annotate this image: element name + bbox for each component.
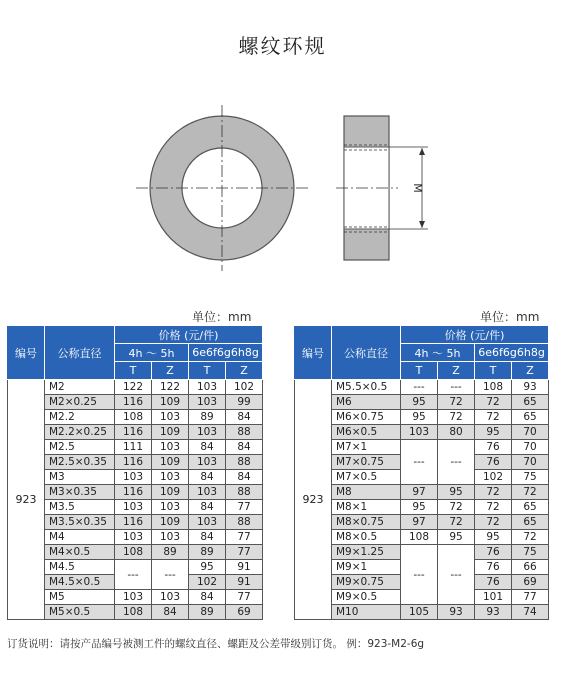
header-t: T bbox=[401, 362, 438, 380]
price-cell: 77 bbox=[512, 590, 549, 605]
price-cell: 108 bbox=[475, 380, 512, 395]
table-row bbox=[8, 515, 263, 530]
header-price: 价格 (元/件) bbox=[401, 326, 549, 344]
price-cell: 116 bbox=[115, 515, 152, 530]
nominal-size-cell: M6×0.75 bbox=[332, 410, 401, 425]
table-row bbox=[295, 380, 549, 395]
header-z: Z bbox=[226, 362, 263, 380]
price-cell: 69 bbox=[512, 575, 549, 590]
price-cell: 75 bbox=[512, 545, 549, 560]
header-tolerance-6e6f6g6h8g: 6e6f6g6h8g bbox=[189, 344, 263, 362]
nominal-size-cell: M7×1 bbox=[332, 440, 401, 455]
nominal-size-cell: M5.5×0.5 bbox=[332, 380, 401, 395]
order-note: 订货说明：请按产品编号被测工件的螺纹直径、螺距及公差带级别订货。 例：923-M2-6g bbox=[7, 638, 425, 650]
header-z: Z bbox=[152, 362, 189, 380]
price-cell: 122 bbox=[115, 380, 152, 395]
price-cell: 103 bbox=[115, 500, 152, 515]
price-cell: 108 bbox=[115, 410, 152, 425]
header-nominal-diameter: 公称直径 bbox=[332, 326, 401, 380]
nominal-size-cell: M10 bbox=[332, 605, 401, 620]
price-cell: 72 bbox=[512, 485, 549, 500]
table-row bbox=[295, 395, 549, 410]
price-cell: 69 bbox=[226, 605, 263, 620]
price-cell: 101 bbox=[475, 590, 512, 605]
table-row bbox=[8, 545, 263, 560]
price-cell: --- bbox=[401, 545, 438, 605]
price-cell: 84 bbox=[152, 605, 189, 620]
price-cell: 74 bbox=[512, 605, 549, 620]
price-cell: 72 bbox=[475, 410, 512, 425]
unit-label-right: 单位：mm bbox=[480, 310, 540, 324]
table-row bbox=[295, 500, 549, 515]
nominal-size-cell: M2 bbox=[45, 380, 115, 395]
price-cell: 103 bbox=[189, 455, 226, 470]
price-cell: 84 bbox=[189, 590, 226, 605]
table-row bbox=[8, 500, 263, 515]
table-row bbox=[295, 425, 549, 440]
price-cell: 95 bbox=[438, 530, 475, 545]
table-row bbox=[8, 470, 263, 485]
nominal-size-cell: M3.5×0.35 bbox=[45, 515, 115, 530]
nominal-size-cell: M2.2 bbox=[45, 410, 115, 425]
nominal-size-cell: M4.5 bbox=[45, 560, 115, 575]
price-cell: 103 bbox=[152, 470, 189, 485]
header-nominal-diameter: 公称直径 bbox=[45, 326, 115, 380]
nominal-size-cell: M8 bbox=[332, 485, 401, 500]
price-cell: 102 bbox=[475, 470, 512, 485]
price-cell: 70 bbox=[512, 425, 549, 440]
nominal-size-cell: M5×0.5 bbox=[45, 605, 115, 620]
header-code: 编号 bbox=[295, 326, 332, 380]
product-code-cell: 923 bbox=[295, 380, 332, 620]
table-row bbox=[8, 440, 263, 455]
price-cell: 99 bbox=[226, 395, 263, 410]
price-cell: --- bbox=[115, 560, 152, 590]
price-cell: 80 bbox=[438, 425, 475, 440]
price-cell: --- bbox=[401, 380, 438, 395]
price-cell: 84 bbox=[226, 470, 263, 485]
header-tolerance-6e6f6g6h8g: 6e6f6g6h8g bbox=[475, 344, 549, 362]
table-row bbox=[8, 560, 263, 575]
price-cell: 95 bbox=[189, 560, 226, 575]
table-row bbox=[8, 380, 263, 395]
price-cell: 116 bbox=[115, 455, 152, 470]
table-row bbox=[295, 515, 549, 530]
price-cell: 77 bbox=[226, 545, 263, 560]
price-cell: 75 bbox=[512, 470, 549, 485]
header-price: 价格 (元/件) bbox=[115, 326, 263, 344]
price-cell: 72 bbox=[475, 395, 512, 410]
price-cell: 65 bbox=[512, 515, 549, 530]
price-cell: --- bbox=[401, 440, 438, 485]
price-cell: 103 bbox=[115, 470, 152, 485]
nominal-size-cell: M4×0.5 bbox=[45, 545, 115, 560]
price-cell: 95 bbox=[475, 425, 512, 440]
price-cell: 95 bbox=[401, 395, 438, 410]
price-cell: --- bbox=[438, 440, 475, 485]
price-cell: 103 bbox=[189, 425, 226, 440]
header-tolerance-4h-5h: 4h ～ 5h bbox=[401, 344, 475, 362]
price-cell: 109 bbox=[152, 485, 189, 500]
price-cell: 111 bbox=[115, 440, 152, 455]
header-t: T bbox=[115, 362, 152, 380]
header-t: T bbox=[189, 362, 226, 380]
nominal-size-cell: M5 bbox=[45, 590, 115, 605]
nominal-size-cell: M7×0.5 bbox=[332, 470, 401, 485]
thread-ring-gauge-drawing bbox=[120, 95, 450, 275]
product-code-cell: 923 bbox=[8, 380, 45, 620]
price-cell: 103 bbox=[115, 530, 152, 545]
price-cell: 93 bbox=[512, 380, 549, 395]
price-cell: 88 bbox=[226, 425, 263, 440]
page-title: 螺纹环规 bbox=[238, 34, 327, 58]
price-cell: --- bbox=[438, 545, 475, 605]
price-cell: 97 bbox=[401, 485, 438, 500]
price-cell: 76 bbox=[475, 560, 512, 575]
price-cell: 91 bbox=[226, 560, 263, 575]
price-cell: 102 bbox=[226, 380, 263, 395]
price-cell: 122 bbox=[152, 380, 189, 395]
diameter-dimension-label: M bbox=[411, 183, 424, 193]
price-cell: 84 bbox=[189, 470, 226, 485]
table-row bbox=[295, 605, 549, 620]
price-cell: 76 bbox=[475, 455, 512, 470]
price-cell: 103 bbox=[401, 425, 438, 440]
front-view bbox=[136, 105, 308, 271]
price-cell: 109 bbox=[152, 515, 189, 530]
nominal-size-cell: M2.2×0.25 bbox=[45, 425, 115, 440]
price-cell: 65 bbox=[512, 500, 549, 515]
nominal-size-cell: M8×0.5 bbox=[332, 530, 401, 545]
price-cell: 66 bbox=[512, 560, 549, 575]
price-cell: 77 bbox=[226, 530, 263, 545]
nominal-size-cell: M9×1 bbox=[332, 560, 401, 575]
nominal-size-cell: M4 bbox=[45, 530, 115, 545]
table-row bbox=[8, 410, 263, 425]
nominal-size-cell: M6×0.5 bbox=[332, 425, 401, 440]
price-cell: 65 bbox=[512, 410, 549, 425]
nominal-size-cell: M3 bbox=[45, 470, 115, 485]
price-cell: 103 bbox=[152, 530, 189, 545]
nominal-size-cell: M8×0.75 bbox=[332, 515, 401, 530]
price-cell: 84 bbox=[189, 440, 226, 455]
nominal-size-cell: M2×0.25 bbox=[45, 395, 115, 410]
price-cell: 72 bbox=[438, 395, 475, 410]
header-tolerance-4h-5h: 4h ～ 5h bbox=[115, 344, 189, 362]
price-cell: 72 bbox=[512, 530, 549, 545]
table-row bbox=[8, 530, 263, 545]
nominal-size-cell: M9×1.25 bbox=[332, 545, 401, 560]
price-cell: 109 bbox=[152, 425, 189, 440]
price-cell: 76 bbox=[475, 440, 512, 455]
price-cell: 103 bbox=[152, 500, 189, 515]
table-row bbox=[295, 530, 549, 545]
price-cell: 72 bbox=[475, 500, 512, 515]
price-cell: 103 bbox=[189, 380, 226, 395]
price-cell: 72 bbox=[475, 485, 512, 500]
price-cell: 88 bbox=[226, 485, 263, 500]
price-cell: 103 bbox=[152, 410, 189, 425]
price-cell: 88 bbox=[226, 515, 263, 530]
price-cell: 65 bbox=[512, 395, 549, 410]
price-cell: 97 bbox=[401, 515, 438, 530]
table-row bbox=[295, 440, 549, 455]
price-cell: 103 bbox=[189, 515, 226, 530]
price-cell: --- bbox=[152, 560, 189, 590]
price-cell: 84 bbox=[189, 500, 226, 515]
nominal-size-cell: M9×0.5 bbox=[332, 590, 401, 605]
table-row bbox=[8, 395, 263, 410]
price-cell: 88 bbox=[226, 455, 263, 470]
nominal-size-cell: M6 bbox=[332, 395, 401, 410]
price-cell: 72 bbox=[438, 500, 475, 515]
nominal-size-cell: M7×0.75 bbox=[332, 455, 401, 470]
price-cell: 103 bbox=[152, 590, 189, 605]
price-cell: 84 bbox=[189, 530, 226, 545]
header-z: Z bbox=[438, 362, 475, 380]
price-cell: 89 bbox=[152, 545, 189, 560]
nominal-size-cell: M4.5×0.5 bbox=[45, 575, 115, 590]
price-cell: 77 bbox=[226, 500, 263, 515]
price-cell: 105 bbox=[401, 605, 438, 620]
price-cell: 95 bbox=[401, 410, 438, 425]
header-code: 编号 bbox=[8, 326, 45, 380]
price-cell: 84 bbox=[226, 440, 263, 455]
price-cell: 70 bbox=[512, 455, 549, 470]
unit-label-left: 单位：mm bbox=[192, 310, 252, 324]
price-table-right bbox=[294, 325, 549, 620]
price-cell: 72 bbox=[438, 410, 475, 425]
nominal-size-cell: M3.5 bbox=[45, 500, 115, 515]
price-cell: 116 bbox=[115, 395, 152, 410]
table-row bbox=[295, 485, 549, 500]
table-row bbox=[8, 485, 263, 500]
price-cell: 77 bbox=[226, 590, 263, 605]
price-cell: 116 bbox=[115, 425, 152, 440]
nominal-size-cell: M8×1 bbox=[332, 500, 401, 515]
header-t: T bbox=[475, 362, 512, 380]
price-cell: 95 bbox=[401, 500, 438, 515]
price-cell: 102 bbox=[189, 575, 226, 590]
nominal-size-cell: M3×0.35 bbox=[45, 485, 115, 500]
price-cell: 89 bbox=[189, 410, 226, 425]
price-cell: 109 bbox=[152, 455, 189, 470]
price-cell: 95 bbox=[475, 530, 512, 545]
nominal-size-cell: M2.5×0.35 bbox=[45, 455, 115, 470]
price-cell: 84 bbox=[226, 410, 263, 425]
table-row bbox=[295, 410, 549, 425]
table-row bbox=[8, 425, 263, 440]
nominal-size-cell: M2.5 bbox=[45, 440, 115, 455]
price-cell: 108 bbox=[115, 605, 152, 620]
price-cell: 70 bbox=[512, 440, 549, 455]
price-cell: 72 bbox=[438, 515, 475, 530]
price-cell: 76 bbox=[475, 575, 512, 590]
price-cell: 109 bbox=[152, 395, 189, 410]
price-cell: 89 bbox=[189, 545, 226, 560]
price-cell: 103 bbox=[189, 395, 226, 410]
table-row bbox=[8, 605, 263, 620]
price-cell: 91 bbox=[226, 575, 263, 590]
price-cell: 76 bbox=[475, 545, 512, 560]
table-row bbox=[295, 545, 549, 560]
price-cell: 93 bbox=[475, 605, 512, 620]
price-cell: --- bbox=[438, 380, 475, 395]
price-cell: 116 bbox=[115, 485, 152, 500]
price-cell: 72 bbox=[475, 515, 512, 530]
table-row bbox=[8, 455, 263, 470]
price-table-left bbox=[7, 325, 263, 620]
side-view bbox=[336, 116, 428, 260]
price-cell: 108 bbox=[401, 530, 438, 545]
table-row bbox=[8, 590, 263, 605]
nominal-size-cell: M9×0.75 bbox=[332, 575, 401, 590]
price-cell: 89 bbox=[189, 605, 226, 620]
price-cell: 103 bbox=[189, 485, 226, 500]
price-cell: 108 bbox=[115, 545, 152, 560]
price-cell: 95 bbox=[438, 485, 475, 500]
price-cell: 103 bbox=[115, 590, 152, 605]
header-z: Z bbox=[512, 362, 549, 380]
price-cell: 103 bbox=[152, 440, 189, 455]
price-cell: 93 bbox=[438, 605, 475, 620]
